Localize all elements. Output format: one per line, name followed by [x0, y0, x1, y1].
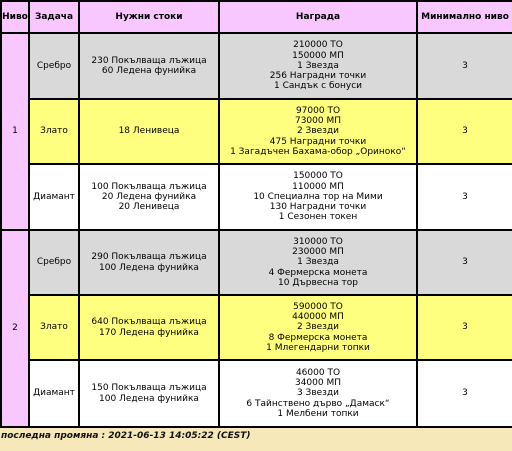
- reward-line: 10 Специална тор на Мими: [253, 191, 383, 202]
- reward-line: 1 Млегендарни топки: [266, 342, 370, 353]
- goods-cell: [80, 231, 218, 294]
- goods-line: 20 Ледена фунийка: [101, 191, 197, 202]
- min-level-cell: 3: [418, 231, 512, 294]
- reward-line: 475 Наградни точки: [269, 136, 367, 147]
- task-cell: Злато: [30, 296, 78, 359]
- goods-line: 290 Покълваща лъжица: [91, 252, 207, 263]
- reward-line: 256 Наградни точки: [269, 71, 367, 82]
- table-row: [2, 165, 512, 229]
- min-level-cell: 3: [418, 100, 512, 163]
- goods-cell: [80, 361, 218, 426]
- goods-line: 60 Ледена фунийка: [101, 66, 197, 76]
- goods-line: 100 Покълваща лъжица: [91, 181, 207, 192]
- header-row: [2, 2, 512, 32]
- table-row: [2, 100, 512, 163]
- task-cell: Диамант: [30, 361, 78, 426]
- goods-line: 100 Ледена фунийка: [99, 262, 199, 273]
- reward-line: 1 Сандък с бонуси: [273, 81, 363, 92]
- reward-line: 440000 МП: [292, 312, 344, 323]
- reward-cell: [220, 231, 416, 294]
- goods-line: 20 Ленивеца: [118, 202, 180, 213]
- reward-line: 4 Фермерска монета: [268, 267, 368, 278]
- table-row: [2, 361, 512, 426]
- goods-cell: [80, 165, 218, 229]
- min-level-cell: 3: [418, 34, 512, 98]
- goods-line: 230 Покълваща лъжица: [91, 55, 207, 66]
- task-cell: Диамант: [30, 165, 78, 229]
- goods-line: 100 Ледена фунийка: [99, 393, 199, 404]
- reward-line: 8 Фермерска монета: [268, 332, 368, 343]
- reward-cell: [220, 165, 416, 229]
- goods-line: 170 Ледена фунийка: [99, 327, 199, 338]
- reward-line: 590000 ТО: [293, 301, 343, 312]
- header-task: Задача: [30, 2, 78, 32]
- level-cell: 2: [2, 231, 28, 426]
- reward-cell: [220, 100, 416, 163]
- goods-line: 150 Покълваща лъжица: [91, 383, 207, 394]
- level-cell: 1: [2, 34, 28, 229]
- goods-line: 640 Покълваща лъжица: [91, 317, 207, 328]
- reward-cell: [220, 34, 416, 98]
- reward-cell: [220, 296, 416, 359]
- reward-line: 73000 МП: [294, 116, 342, 127]
- reward-line: 1 Сезонен токен: [278, 212, 358, 223]
- min-level-cell: 3: [418, 361, 512, 426]
- reward-line: 97000 ТО: [295, 105, 341, 116]
- reward-line: 1 Мелбени топки: [277, 408, 359, 419]
- last-modified-footer: последна промяна : 2021-06-13 14:05:22 (CEST): [1, 431, 251, 441]
- header-reward: Награда: [220, 2, 416, 32]
- task-cell: Сребро: [30, 34, 78, 98]
- reward-line: 230000 МП: [292, 247, 344, 258]
- reward-line: 34000 МП: [294, 378, 342, 389]
- task-cell: Злато: [30, 100, 78, 163]
- reward-line: 1 Загадъчен Бахама-обор „Ориноко“: [230, 146, 406, 157]
- table-row: [2, 34, 512, 98]
- reward-line: 210000 ТО: [293, 40, 343, 51]
- goods-cell: [80, 100, 218, 163]
- reward-line: 46000 ТО: [295, 367, 341, 378]
- reward-line: 2 Звезди: [296, 322, 340, 333]
- table-row: [2, 296, 512, 359]
- reward-cell: [220, 361, 416, 426]
- goods-cell: [80, 296, 218, 359]
- reward-line: 6 Тайнствено дърво „Дамаск“: [246, 398, 390, 409]
- header-level: Ниво: [2, 2, 28, 32]
- reward-line: 130 Наградни точки: [269, 202, 367, 213]
- header-min-level: Минимално ниво: [418, 2, 512, 32]
- reward-line: 1 Звезда: [297, 60, 339, 71]
- header-goods: Нужни стоки: [80, 2, 218, 32]
- reward-line: 3 Звезди: [296, 388, 340, 399]
- reward-line: 150000 МП: [292, 50, 344, 61]
- min-level-cell: 3: [418, 296, 512, 359]
- reward-line: 10 Дървесна тор: [278, 277, 358, 288]
- task-cell: Сребро: [30, 231, 78, 294]
- reward-line: 310000 ТО: [293, 236, 343, 247]
- goods-line: 18 Ленивеца: [118, 126, 180, 137]
- goods-cell: [80, 34, 218, 98]
- reward-line: 110000 МП: [292, 181, 344, 192]
- table-row: [2, 231, 512, 294]
- min-level-cell: 3: [418, 165, 512, 229]
- reward-line: 1 Звезда: [297, 257, 339, 268]
- reward-line: 150000 ТО: [293, 171, 343, 182]
- reward-line: 2 Звезди: [296, 126, 340, 137]
